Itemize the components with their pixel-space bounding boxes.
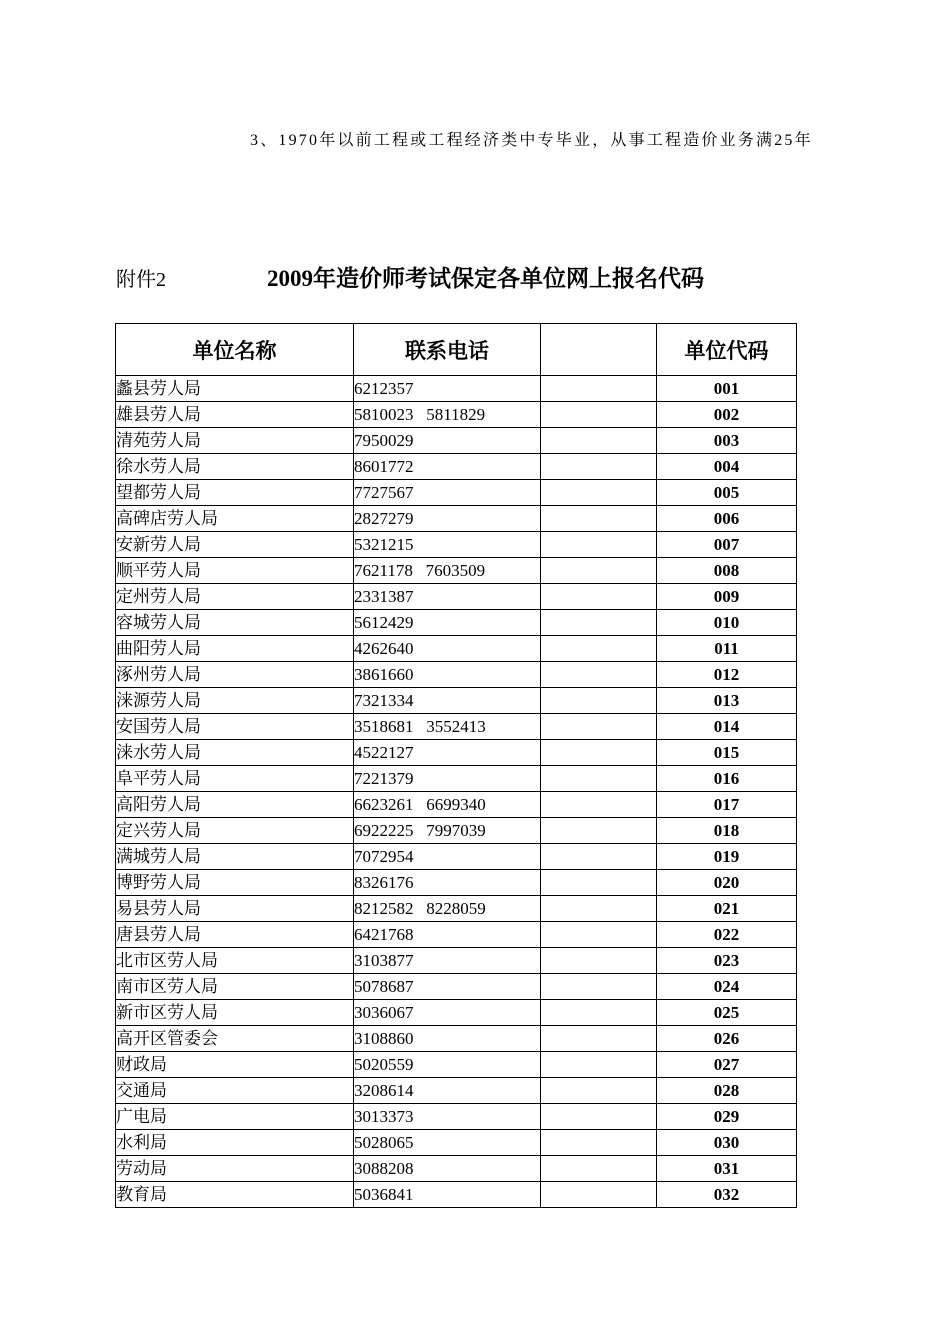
table-row bbox=[116, 974, 797, 1000]
phone-cell: 3861660 bbox=[354, 662, 541, 688]
phone-cell: 2827279 bbox=[354, 506, 541, 532]
phone-cell: 2331387 bbox=[354, 584, 541, 610]
header-blank bbox=[541, 324, 657, 376]
unit-code-cell: 014 bbox=[657, 714, 797, 740]
unit-name-cell: 清苑劳人局 bbox=[116, 428, 354, 454]
unit-name-cell: 满城劳人局 bbox=[116, 844, 354, 870]
blank-cell bbox=[541, 1078, 657, 1104]
blank-cell bbox=[541, 1104, 657, 1130]
phone-cell: 8212582 8228059 bbox=[354, 896, 541, 922]
phone-cell: 8601772 bbox=[354, 454, 541, 480]
table-row bbox=[116, 610, 797, 636]
unit-name-cell: 安新劳人局 bbox=[116, 532, 354, 558]
unit-name-cell: 高碑店劳人局 bbox=[116, 506, 354, 532]
unit-code-cell: 018 bbox=[657, 818, 797, 844]
blank-cell bbox=[541, 662, 657, 688]
table-row bbox=[116, 376, 797, 402]
unit-code-cell: 011 bbox=[657, 636, 797, 662]
phone-cell: 3036067 bbox=[354, 1000, 541, 1026]
unit-code-cell: 020 bbox=[657, 870, 797, 896]
unit-code-cell: 010 bbox=[657, 610, 797, 636]
unit-code-cell: 009 bbox=[657, 584, 797, 610]
table-body bbox=[116, 376, 797, 1208]
blank-cell bbox=[541, 584, 657, 610]
unit-name-cell: 顺平劳人局 bbox=[116, 558, 354, 584]
table-row bbox=[116, 584, 797, 610]
blank-cell bbox=[541, 740, 657, 766]
unit-code-cell: 012 bbox=[657, 662, 797, 688]
blank-cell bbox=[541, 480, 657, 506]
unit-code-cell: 007 bbox=[657, 532, 797, 558]
unit-name-cell: 蠡县劳人局 bbox=[116, 376, 354, 402]
phone-cell: 3518681 3552413 bbox=[354, 714, 541, 740]
unit-name-cell: 交通局 bbox=[116, 1078, 354, 1104]
unit-name-cell: 北市区劳人局 bbox=[116, 948, 354, 974]
registration-code-table bbox=[115, 323, 797, 1208]
phone-cell: 7950029 bbox=[354, 428, 541, 454]
blank-cell bbox=[541, 870, 657, 896]
phone-cell: 3088208 bbox=[354, 1156, 541, 1182]
page-title: 2009年造价师考试保定各单位网上报名代码 bbox=[267, 266, 704, 291]
table-row bbox=[116, 1156, 797, 1182]
phone-cell: 6212357 bbox=[354, 376, 541, 402]
phone-cell: 7321334 bbox=[354, 688, 541, 714]
blank-cell bbox=[541, 402, 657, 428]
phone-cell: 4522127 bbox=[354, 740, 541, 766]
unit-name-cell: 雄县劳人局 bbox=[116, 402, 354, 428]
table-row bbox=[116, 688, 797, 714]
unit-name-cell: 曲阳劳人局 bbox=[116, 636, 354, 662]
unit-code-cell: 029 bbox=[657, 1104, 797, 1130]
note-line: 3、1970年以前工程或工程经济类中专毕业，从事工程造价业务满25年 bbox=[250, 132, 813, 149]
blank-cell bbox=[541, 532, 657, 558]
table-row bbox=[116, 662, 797, 688]
phone-cell: 5321215 bbox=[354, 532, 541, 558]
table-row bbox=[116, 532, 797, 558]
table-row bbox=[116, 480, 797, 506]
phone-cell: 5078687 bbox=[354, 974, 541, 1000]
unit-name-cell: 广电局 bbox=[116, 1104, 354, 1130]
table-row bbox=[116, 402, 797, 428]
table-row bbox=[116, 844, 797, 870]
unit-code-cell: 001 bbox=[657, 376, 797, 402]
blank-cell bbox=[541, 792, 657, 818]
phone-cell: 5810023 5811829 bbox=[354, 402, 541, 428]
blank-cell bbox=[541, 844, 657, 870]
phone-cell: 3208614 bbox=[354, 1078, 541, 1104]
blank-cell bbox=[541, 376, 657, 402]
table-row bbox=[116, 1130, 797, 1156]
phone-cell: 6922225 7997039 bbox=[354, 818, 541, 844]
table-row bbox=[116, 428, 797, 454]
table-row bbox=[116, 506, 797, 532]
unit-code-cell: 006 bbox=[657, 506, 797, 532]
phone-cell: 7072954 bbox=[354, 844, 541, 870]
unit-name-cell: 定州劳人局 bbox=[116, 584, 354, 610]
unit-name-cell: 水利局 bbox=[116, 1130, 354, 1156]
blank-cell bbox=[541, 1052, 657, 1078]
table-row bbox=[116, 792, 797, 818]
table-header-row bbox=[116, 324, 797, 376]
table-row bbox=[116, 1182, 797, 1208]
unit-code-cell: 004 bbox=[657, 454, 797, 480]
unit-code-cell: 008 bbox=[657, 558, 797, 584]
unit-code-cell: 032 bbox=[657, 1182, 797, 1208]
blank-cell bbox=[541, 1182, 657, 1208]
unit-code-cell: 027 bbox=[657, 1052, 797, 1078]
phone-cell: 6623261 6699340 bbox=[354, 792, 541, 818]
phone-cell: 3013373 bbox=[354, 1104, 541, 1130]
blank-cell bbox=[541, 688, 657, 714]
blank-cell bbox=[541, 974, 657, 1000]
table-row bbox=[116, 870, 797, 896]
table-row bbox=[116, 1078, 797, 1104]
blank-cell bbox=[541, 1156, 657, 1182]
unit-code-cell: 015 bbox=[657, 740, 797, 766]
blank-cell bbox=[541, 1000, 657, 1026]
unit-code-cell: 021 bbox=[657, 896, 797, 922]
phone-cell: 3108860 bbox=[354, 1026, 541, 1052]
table-row bbox=[116, 1104, 797, 1130]
blank-cell bbox=[541, 896, 657, 922]
header-phone: 联系电话 bbox=[354, 324, 541, 376]
phone-cell: 6421768 bbox=[354, 922, 541, 948]
blank-cell bbox=[541, 714, 657, 740]
unit-code-cell: 017 bbox=[657, 792, 797, 818]
blank-cell bbox=[541, 636, 657, 662]
unit-name-cell: 阜平劳人局 bbox=[116, 766, 354, 792]
table-row bbox=[116, 818, 797, 844]
unit-name-cell: 唐县劳人局 bbox=[116, 922, 354, 948]
table-row bbox=[116, 714, 797, 740]
blank-cell bbox=[541, 1130, 657, 1156]
unit-code-cell: 028 bbox=[657, 1078, 797, 1104]
table-row bbox=[116, 740, 797, 766]
unit-name-cell: 南市区劳人局 bbox=[116, 974, 354, 1000]
unit-name-cell: 高阳劳人局 bbox=[116, 792, 354, 818]
unit-name-cell: 涞源劳人局 bbox=[116, 688, 354, 714]
unit-name-cell: 涿州劳人局 bbox=[116, 662, 354, 688]
phone-cell: 3103877 bbox=[354, 948, 541, 974]
table-row bbox=[116, 896, 797, 922]
attachment-label: 附件2 bbox=[116, 269, 166, 291]
unit-name-cell: 教育局 bbox=[116, 1182, 354, 1208]
unit-name-cell: 劳动局 bbox=[116, 1156, 354, 1182]
blank-cell bbox=[541, 558, 657, 584]
phone-cell: 5036841 bbox=[354, 1182, 541, 1208]
unit-code-cell: 013 bbox=[657, 688, 797, 714]
unit-code-cell: 016 bbox=[657, 766, 797, 792]
phone-cell: 5612429 bbox=[354, 610, 541, 636]
blank-cell bbox=[541, 766, 657, 792]
phone-cell: 7621178 7603509 bbox=[354, 558, 541, 584]
phone-cell: 5020559 bbox=[354, 1052, 541, 1078]
blank-cell bbox=[541, 1026, 657, 1052]
unit-code-cell: 031 bbox=[657, 1156, 797, 1182]
table-row bbox=[116, 1052, 797, 1078]
unit-name-cell: 涞水劳人局 bbox=[116, 740, 354, 766]
unit-name-cell: 容城劳人局 bbox=[116, 610, 354, 636]
phone-cell: 8326176 bbox=[354, 870, 541, 896]
phone-cell: 5028065 bbox=[354, 1130, 541, 1156]
unit-code-cell: 024 bbox=[657, 974, 797, 1000]
table-row bbox=[116, 454, 797, 480]
unit-code-cell: 030 bbox=[657, 1130, 797, 1156]
phone-cell: 4262640 bbox=[354, 636, 541, 662]
unit-name-cell: 博野劳人局 bbox=[116, 870, 354, 896]
unit-name-cell: 定兴劳人局 bbox=[116, 818, 354, 844]
unit-name-cell: 高开区管委会 bbox=[116, 1026, 354, 1052]
unit-name-cell: 新市区劳人局 bbox=[116, 1000, 354, 1026]
table-row bbox=[116, 558, 797, 584]
phone-cell: 7221379 bbox=[354, 766, 541, 792]
unit-name-cell: 易县劳人局 bbox=[116, 896, 354, 922]
header-unit-name: 单位名称 bbox=[116, 324, 354, 376]
unit-code-cell: 023 bbox=[657, 948, 797, 974]
unit-code-cell: 005 bbox=[657, 480, 797, 506]
table-row bbox=[116, 1026, 797, 1052]
unit-name-cell: 安国劳人局 bbox=[116, 714, 354, 740]
unit-name-cell: 财政局 bbox=[116, 1052, 354, 1078]
phone-cell: 7727567 bbox=[354, 480, 541, 506]
unit-code-cell: 003 bbox=[657, 428, 797, 454]
table-row bbox=[116, 948, 797, 974]
table-row bbox=[116, 1000, 797, 1026]
blank-cell bbox=[541, 948, 657, 974]
unit-code-cell: 002 bbox=[657, 402, 797, 428]
table-row bbox=[116, 922, 797, 948]
blank-cell bbox=[541, 818, 657, 844]
unit-code-cell: 019 bbox=[657, 844, 797, 870]
blank-cell bbox=[541, 922, 657, 948]
blank-cell bbox=[541, 428, 657, 454]
table-row bbox=[116, 766, 797, 792]
blank-cell bbox=[541, 454, 657, 480]
unit-name-cell: 望都劳人局 bbox=[116, 480, 354, 506]
blank-cell bbox=[541, 610, 657, 636]
table-row bbox=[116, 636, 797, 662]
blank-cell bbox=[541, 506, 657, 532]
unit-code-cell: 026 bbox=[657, 1026, 797, 1052]
unit-code-cell: 025 bbox=[657, 1000, 797, 1026]
unit-code-cell: 022 bbox=[657, 922, 797, 948]
unit-name-cell: 徐水劳人局 bbox=[116, 454, 354, 480]
header-unit-code: 单位代码 bbox=[657, 324, 797, 376]
